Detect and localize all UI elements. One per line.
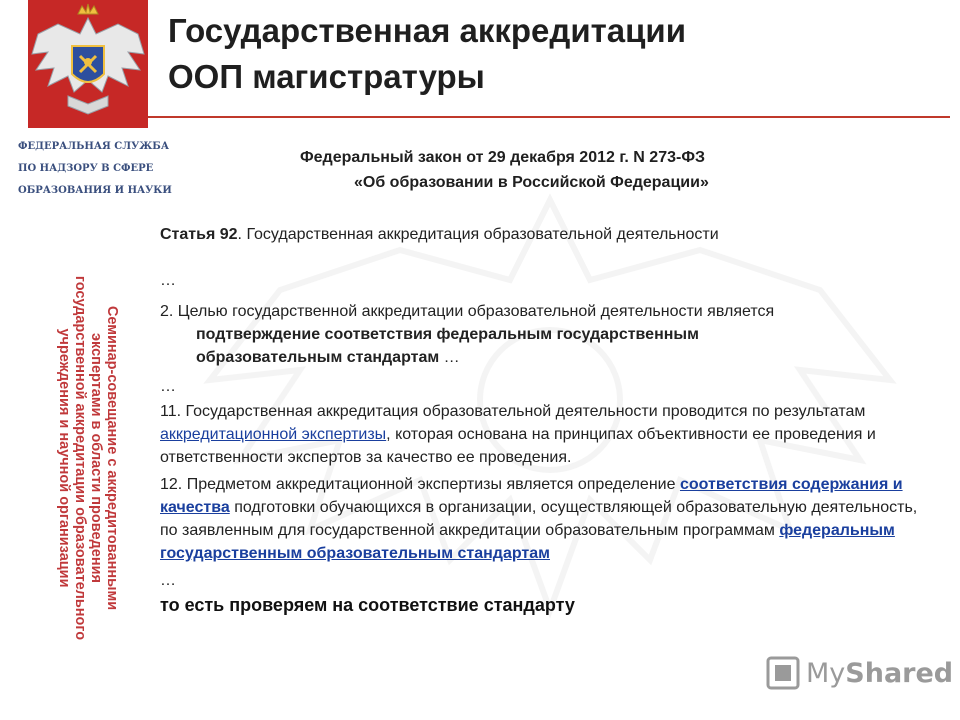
eagle-emblem-icon xyxy=(28,0,148,128)
vertical-line: Семинар-совещание с аккредитованными xyxy=(104,305,120,610)
paragraph-2-start: 2. Целью государственной аккредитации образовательной деятельности является xyxy=(160,303,775,320)
myshared-text-light: My xyxy=(806,657,846,689)
vertical-line: государственной аккредитации образовательного xyxy=(72,275,88,640)
paragraph-11-text-b: , которая основана на принципах объективности ее проведения и ответственности экспертов за качество ее проведения. xyxy=(160,426,876,466)
mysharedlogo-icon xyxy=(766,656,800,690)
paragraph-12-text-b: подготовки обучающихся в организации, осуществляющей образовательную деятельность, по заявленным для государственной аккредитации образовательным программам xyxy=(160,499,918,539)
agency-line: ОБРАЗОВАНИЯ И НАУКИ xyxy=(18,185,172,196)
title-divider xyxy=(148,116,950,118)
ellipsis-2: … xyxy=(160,378,176,395)
article-body xyxy=(160,223,930,617)
article-label: Статья 92 xyxy=(160,226,238,243)
logo-emblem xyxy=(28,0,148,128)
paragraph-12-text-a: 12. Предметом аккредитационной экспертизы является определение xyxy=(160,476,680,493)
paragraph-2-end: … xyxy=(439,349,460,366)
title-line-2: ООП магистратуры xyxy=(168,58,485,95)
accreditation-expertise-link[interactable]: аккредитационной экспертизы xyxy=(160,426,387,443)
myshared-watermark xyxy=(766,655,953,691)
compliance-content-link[interactable]: соответствия содержания и качества xyxy=(160,476,903,516)
agency-line: ПО НАДЗОРУ В СФЕРЕ xyxy=(18,163,154,174)
myshared-text-bold: Shared xyxy=(845,657,954,689)
paragraph-11-text-a: 11. Государственная аккредитация образовательной деятельности проводится по результатам xyxy=(160,403,866,420)
conclusion-text: то есть проверяем на соответствие стандарту xyxy=(160,595,575,615)
ellipsis-3: … xyxy=(160,572,176,589)
agency-line: ФЕДЕРАЛЬНАЯ СЛУЖБА xyxy=(18,141,170,152)
ellipsis-1: … xyxy=(160,272,176,289)
law-line-2: «Об образовании в Российской Федерации» xyxy=(354,174,709,191)
article-heading-rest: . Государственная аккредитация образовательной деятельности xyxy=(237,226,719,243)
title-line-1: Государственная аккредитации xyxy=(168,12,686,49)
page-title xyxy=(168,8,686,100)
law-reference xyxy=(300,145,709,195)
agency-name xyxy=(18,136,172,202)
paragraph-2-bold xyxy=(160,323,796,369)
vertical-line: учреждения и научной организации xyxy=(56,327,72,588)
paragraph-12 xyxy=(160,473,930,565)
federal-standards-link[interactable]: федеральным государственным образовательным стандартам xyxy=(160,522,895,562)
paragraph-2 xyxy=(160,300,930,369)
vertical-caption xyxy=(28,230,148,685)
vertical-line: экспертами в области проведения xyxy=(88,332,104,583)
article-heading xyxy=(160,223,930,246)
law-line-1: Федеральный закон от 29 декабря 2012 г. N 273-ФЗ xyxy=(300,149,705,166)
paragraph-11 xyxy=(160,400,930,469)
paragraph-2-bold-text: подтверждение соответствия федеральным государственным образовательным стандартам xyxy=(196,326,699,366)
